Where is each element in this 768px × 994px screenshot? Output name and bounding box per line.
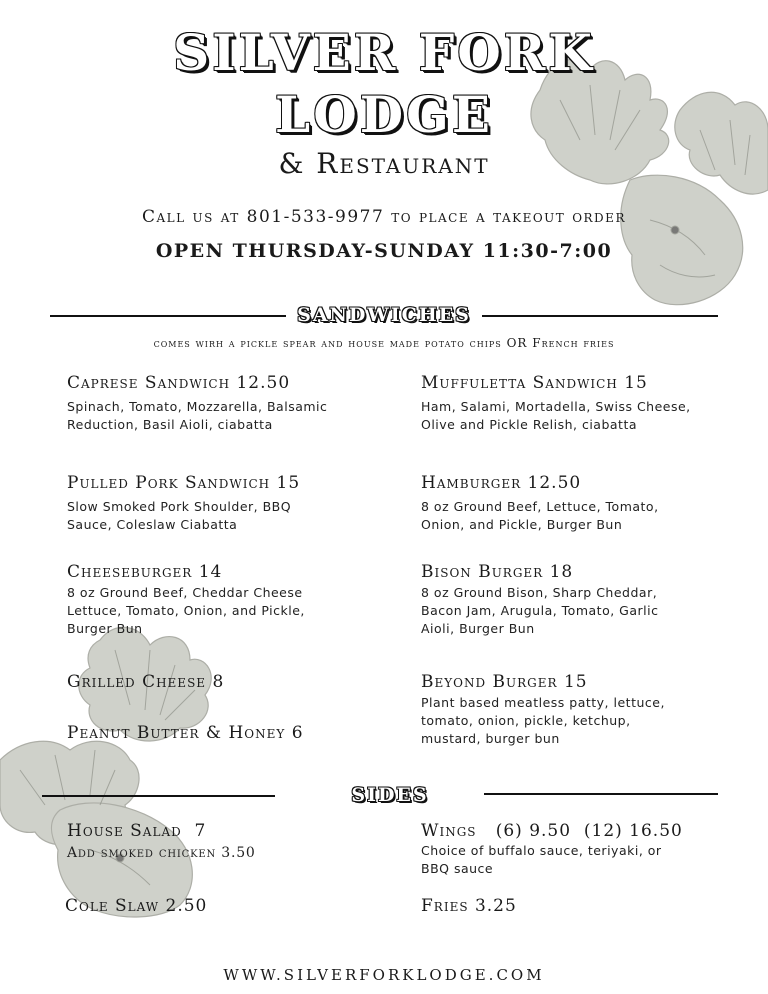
menu-item-description: Plant based meatless patty, lettuce, tomato, onion, pickle, ketchup, mustard, burger bun [421, 695, 665, 746]
menu-item [421, 820, 691, 878]
menu-item [421, 671, 691, 748]
restaurant-subtitle: & Restaurant [278, 147, 490, 180]
menu-item [421, 895, 721, 917]
menu-item-name: House Salad 7 [67, 821, 207, 841]
section-divider-left [50, 315, 286, 317]
menu-item [67, 372, 367, 434]
menu-item-name: Peanut Butter & Honey 6 [67, 723, 304, 743]
menu-item [421, 372, 701, 434]
menu-item [67, 820, 367, 862]
opening-hours: OPEN THURSDAY-SUNDAY 11:30-7:00 [155, 240, 613, 262]
menu-item [67, 722, 367, 744]
website-url: WWW.SILVERFORKLODGE.COM [223, 966, 545, 984]
menu-item [67, 671, 367, 693]
menu-item-description: 8 oz Ground Beef, Cheddar Cheese Lettuce, Tomato, Onion, and Pickle, Burger Bun [67, 585, 305, 636]
menu-item-name: Muffuletta Sandwich 15 [421, 373, 648, 393]
menu-item [67, 472, 347, 534]
section-divider-right [482, 315, 718, 317]
menu-item-name: Fries 3.25 [421, 896, 517, 916]
menu-item-description: Add smoked chicken 3.50 [67, 845, 256, 861]
menu-item-description: Choice of buffalo sauce, teriyaki, or BBQ sauce [421, 843, 662, 876]
menu-item-name: Caprese Sandwich 12.50 [67, 373, 291, 393]
menu-item-name: Cheeseburger 14 [67, 562, 223, 582]
takeout-phone-text: Call us at 801-533-9977 to place a takeout order [142, 207, 626, 227]
section-title-sandwiches: SANDWICHES [297, 304, 471, 326]
menu-item-description: Slow Smoked Pork Shoulder, BBQ Sauce, Coleslaw Ciabatta [67, 499, 292, 532]
menu-item [65, 895, 365, 917]
menu-item-description: Spinach, Tomato, Mozzarella, Balsamic Reduction, Basil Aioli, ciabatta [67, 399, 328, 432]
section-divider-right [484, 793, 718, 795]
menu-item-name: Pulled Pork Sandwich 15 [67, 473, 301, 493]
menu-item-name: Hamburger 12.50 [421, 473, 582, 493]
menu-item [421, 561, 681, 638]
menu-item-name: Bison Burger 18 [421, 562, 574, 582]
menu-item-description: Ham, Salami, Mortadella, Swiss Cheese, Olive and Pickle Relish, ciabatta [421, 399, 691, 432]
menu-item-name: Beyond Burger 15 [421, 672, 588, 692]
menu-item-description: 8 oz Ground Beef, Lettuce, Tomato, Onion, and Pickle, Burger Bun [421, 499, 659, 532]
menu-item [67, 561, 327, 638]
menu-item [421, 472, 701, 534]
section-title-sides: SIDES [351, 784, 429, 806]
section-divider-left [42, 795, 275, 797]
menu-item-name: Wings (6) 9.50 (12) 16.50 [421, 821, 683, 841]
sandwich-sides-note: comes wirh a pickle spear and house made potato chips OR French fries [153, 336, 615, 350]
menu-item-name: Cole Slaw 2.50 [65, 896, 208, 916]
menu-item-name: Grilled Cheese 8 [67, 672, 225, 692]
restaurant-title-line1: SILVER FORK [173, 23, 595, 82]
menu-item-description: 8 oz Ground Bison, Sharp Cheddar, Bacon Jam, Arugula, Tomato, Garlic Aioli, Burger Bun [421, 585, 659, 636]
restaurant-title-line2: LODGE [275, 85, 493, 144]
